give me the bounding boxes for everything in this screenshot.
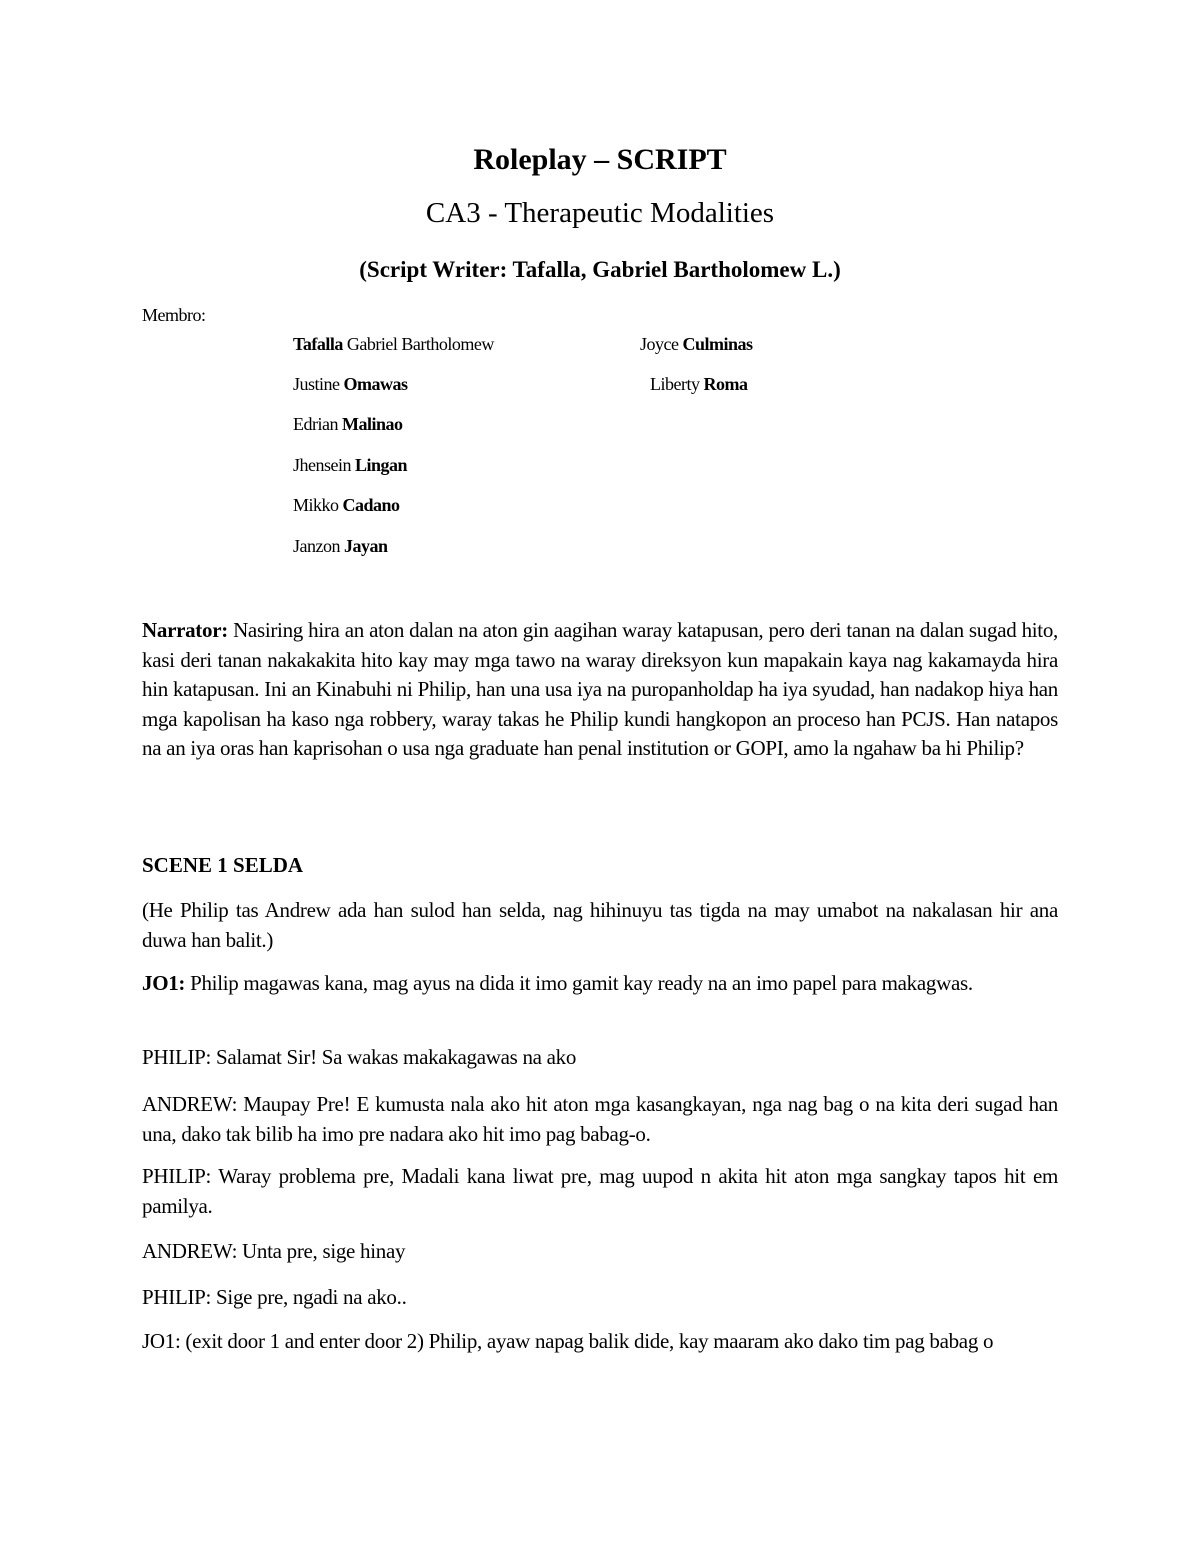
- dialogue-line: [142, 1043, 1058, 1073]
- member-firstname: Edrian: [293, 414, 338, 434]
- member-firstname: Mikko: [293, 495, 339, 515]
- dialogue-line: [142, 1162, 1058, 1221]
- dialogue-line: [142, 1237, 1058, 1267]
- narrator-text: Nasiring hira an aton dalan na aton gin aagihan waray katapusan, pero deri tanan na dalan sugad hito, kasi deri tanan nakakakita hito kay may mga tawo na waray direksyon kun mapakain kaya nag kakamayda hira hin katapusan. Ini an Kinabuhi ni Philip, han una usa iya na puropanholdap ha iya syudad, han nadakop hiya han mga kapolisan ha kaso nga robbery, waray takas he Philip kundi hangkopon an proceso han PCJS. Han natapos na an iya oras han kaprisohan o usa nga graduate han penal institution or GOPI, amo la ngahaw ba hi Philip?: [142, 618, 1058, 760]
- member-firstname: Jhensein: [293, 455, 351, 475]
- member-surname: Roma: [703, 374, 748, 394]
- member-surname: Tafalla: [293, 334, 343, 354]
- member-malinao: [293, 411, 403, 437]
- dialogue-line: [142, 1090, 1058, 1149]
- member-omawas: [293, 371, 408, 397]
- speaker-label: PHILIP:: [142, 1045, 212, 1069]
- stage-direction: (He Philip tas Andrew ada han sulod han selda, nag hihinuyu tas tigda na may umabot na nakalasan hir ana duwa han balit.): [142, 898, 1058, 952]
- speaker-label: JO1:: [142, 971, 186, 995]
- member-tafalla: [293, 331, 494, 357]
- dialogue-line: [142, 969, 1058, 999]
- document-title: Roleplay – SCRIPT: [473, 143, 727, 176]
- scene-heading: SCENE 1 SELDA: [142, 853, 304, 877]
- member-surname: Jayan: [343, 536, 388, 556]
- dialogue-text: Sige pre, ngadi na ako..: [211, 1285, 407, 1309]
- speaker-label: ANDREW:: [142, 1239, 238, 1263]
- dialogue-line: [142, 1283, 1058, 1313]
- member-jayan: [293, 533, 388, 559]
- speaker-label: ANDREW:: [142, 1092, 238, 1116]
- dialogue-text: (exit door 1 and enter door 2) Philip, ayaw napag balik dide, kay maaram ako dako tim pag babag o: [180, 1329, 994, 1353]
- member-surname: Omawas: [343, 374, 408, 394]
- dialogue-text: Salamat Sir! Sa wakas makakagawas na ako: [211, 1045, 577, 1069]
- member-surname: Culminas: [682, 334, 753, 354]
- member-firstname: Justine: [293, 374, 340, 394]
- speaker-label: JO1:: [142, 1329, 181, 1353]
- member-surname: Malinao: [341, 414, 403, 434]
- dialogue-text: Maupay Pre! E kumusta nala ako hit aton mga kasangkayan, nga nag bag o na kita deri sugad han una, dako tak bilib ha imo pre nadara ako hit imo pag babag-o.: [142, 1092, 1058, 1146]
- member-surname: Cadano: [342, 495, 400, 515]
- dialogue-text: Unta pre, sige hinay: [237, 1239, 406, 1263]
- dialogue-text: Waray problema pre, Madali kana liwat pre, mag uupod n akita hit aton mga sangkay tapos hit em pamilya.: [142, 1164, 1058, 1218]
- member-culminas: [640, 331, 753, 357]
- document-subtitle: CA3 - Therapeutic Modalities: [425, 197, 775, 229]
- narrator-paragraph: [142, 616, 1058, 764]
- speaker-label: PHILIP:: [142, 1285, 212, 1309]
- speaker-label: PHILIP:: [142, 1164, 212, 1188]
- member-surname: Lingan: [355, 455, 408, 475]
- member-cadano: [293, 492, 400, 518]
- member-firstname: Janzon: [293, 536, 340, 556]
- dialogue-text: Philip magawas kana, mag ayus na dida it imo gamit kay ready na an imo papel para makagwas.: [185, 971, 973, 995]
- member-firstname: Liberty: [650, 374, 700, 394]
- speaker-label: Narrator:: [142, 618, 228, 642]
- member-firstname: Gabriel Bartholomew: [346, 334, 494, 354]
- dialogue-line: [142, 1327, 1058, 1357]
- member-lingan: [293, 452, 407, 478]
- members-label: Membro:: [142, 305, 206, 325]
- member-firstname: Joyce: [640, 334, 679, 354]
- script-writer-line: (Script Writer: Tafalla, Gabriel Bartholomew L.): [359, 257, 841, 282]
- member-roma: [650, 371, 747, 397]
